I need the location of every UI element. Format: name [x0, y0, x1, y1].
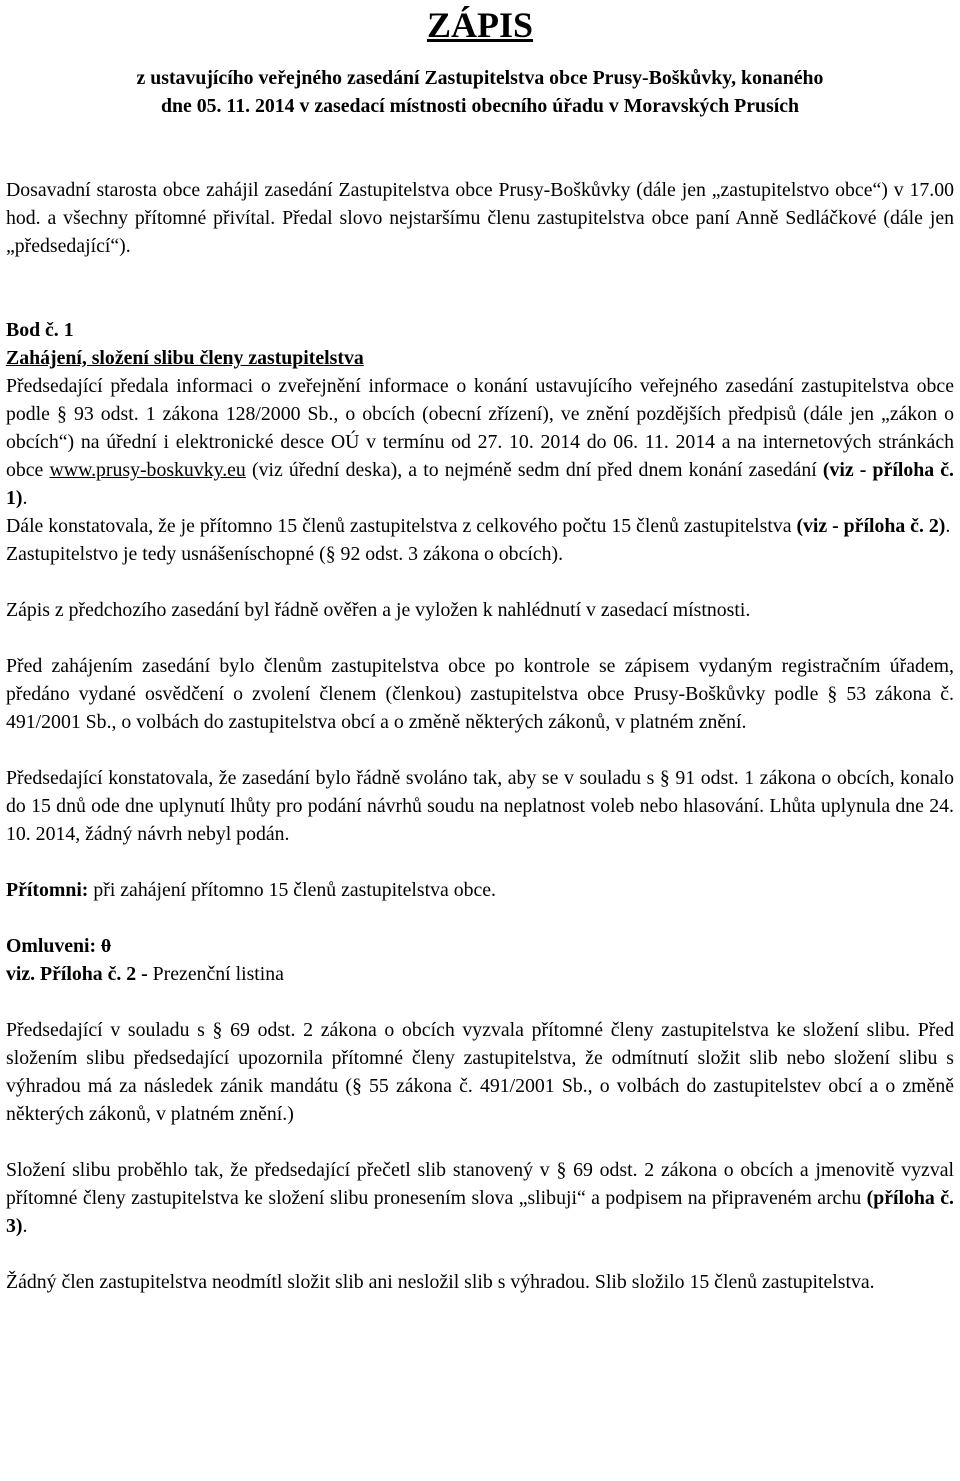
bod-paragraph-1	[6, 372, 954, 512]
slib-paragraph-1: Předsedající v souladu s § 69 odst. 2 zákona o obcích vyzvala přítomné členy zastupitelstva ke složení slibu. Před složením slibu předsedající upozornila přítomné členy zastupitelstva, že odmítnutí složit slib nebo složení slibu s výhradou má za následek zánik mandátu (§ 55 zákona č. 491/2001 Sb., o volbách do zastupitelstev obcí a o změně některých zákonů, v platném znění.)	[6, 1019, 954, 1125]
bod-p1-text-b: (viz úřední deska), a to nejméně sedm dní před dnem konání zasedání	[245, 459, 823, 481]
attachment-2-ref: (viz - příloha č. 2)	[796, 515, 946, 537]
subtitle-line-2: dne 05. 11. 2014 v zasedací místnosti obecního úřadu v Moravských Prusích	[161, 95, 799, 117]
intro-paragraph: Dosavadní starosta obce zahájil zasedání Zastupitelstva obce Prusy-Boškůvky (dále jen „zastupitelstvo obce“) v 17.00 hod. a všechny přítomné přivítal. Předal slovo nejstaršímu členu zastupitelstva obce paní Anně Sedláčkové (dále jen „předsedající“).	[6, 179, 954, 257]
pritomni-text: při zahájení přítomno 15 členů zastupitelstva obce.	[88, 879, 496, 901]
pritomni-paragraph	[6, 876, 954, 904]
svolani-paragraph: Předsedající konstatovala, že zasedání bylo řádně svoláno tak, aby se v souladu s § 91 odst. 1 zákona o obcích, konalo do 15 dnů ode dne uplynutí lhůty pro podání návrhů soudu na neplatnost voleb nebo hlasování. Lhůta uplynula dne 24. 10. 2014, žádný návrh nebyl podán.	[6, 767, 954, 845]
zapis-paragraph: Zápis z předchozího zasedání byl řádně ověřen a je vyložen k nahlédnutí v zasedací místnosti.	[6, 599, 751, 621]
bod-heading: Zahájení, složení slibu členy zastupitelstva	[6, 347, 364, 369]
priloha-text: Prezenční listina	[147, 963, 284, 985]
document-subtitle	[6, 64, 954, 120]
bod-p2-text-c: .	[945, 515, 951, 537]
bod-paragraph-2	[6, 512, 954, 540]
osvedceni-paragraph: Před zahájením zasedání bylo členům zastupitelstva obce po kontrole se zápisem vydaným registračním úřadem, předáno vydané osvědčení o zvolení členem (členkou) zastupitelstva obce Prusy-Boškůvky podle § 53 zákona č. 491/2001 Sb., o volbách do zastupitelstva obcí a o změně některých zákonů, v platném znění.	[6, 655, 954, 733]
slib2-text: Složení slibu proběhlo tak, že předsedající přečetl slib stanovený v § 69 odst. 2 zákona o obcích a jmenovitě vyzval přítomné členy zastupitelstva ke složení slibu pronesením slova „slibuji“ a podpisem na připraveném archu	[6, 1159, 954, 1209]
omluveni-value: 0	[101, 935, 111, 957]
zadny-paragraph: Žádný člen zastupitelstva neodmítl složit slib ani nesložil slib s výhradou. Slib složilo 15 členů zastupitelstva.	[6, 1271, 875, 1293]
bod-section	[6, 316, 954, 568]
bod-p2-text-a: Dále konstatovala, že je přítomno 15 členů zastupitelstva z celkového počtu 15 členů zastupitelstva	[6, 515, 797, 537]
subtitle-line-1: z ustavujícího veřejného zasedání Zastupitelstva obce Prusy-Boškůvky, konaného	[136, 67, 824, 89]
priloha-label: viz. Příloha č. 2 -	[6, 963, 148, 985]
attachment-1-ref: (viz - příloha č. 1)	[6, 459, 954, 509]
bod-p1-text-c: .	[22, 487, 28, 509]
bod-p1-text-a: Předsedající předala informaci o zveřejnění informace o konání ustavujícího veřejného zasedání zastupitelstva obce podle § 93 odst. 1 zákona 128/2000 Sb., o obcích (obecní zřízení), ve znění pozdějších předpisů (dále jen „zákon o obcích“) na úřední i elektronické desce OÚ v termínu od 27. 10. 2014 do 06. 11. 2014 a na internetových stránkách obce	[6, 375, 954, 481]
website-link[interactable]: www.prusy-boskuvky.eu	[49, 459, 246, 481]
slib-paragraph-2	[6, 1156, 954, 1240]
bod-number: Bod č. 1	[6, 319, 74, 341]
slib2-end: .	[22, 1215, 28, 1237]
pritomni-label: Přítomni:	[6, 879, 89, 901]
omluveni-line	[6, 932, 954, 960]
attachment-3-ref: (příloha č. 3)	[6, 1187, 954, 1237]
document-title: ZÁPIS	[426, 5, 534, 45]
bod-paragraph-3: Zastupitelstvo je tedy usnášeníschopné (§ 92 odst. 3 zákona o obcích).	[6, 543, 564, 565]
priloha-line	[6, 960, 954, 988]
omluveni-block	[6, 932, 954, 988]
omluveni-label: Omluveni:	[6, 935, 102, 957]
